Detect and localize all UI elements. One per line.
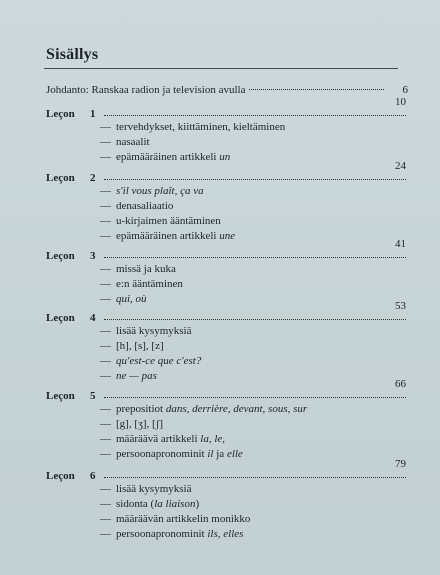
topic-text: elle (226, 448, 243, 460)
lecon-label: Leçon (46, 250, 75, 262)
leader-dots (104, 319, 406, 320)
lecon-heading (46, 104, 406, 120)
leader-dots (104, 257, 406, 258)
topic-text: persoonapronominit (116, 448, 208, 460)
bullet-dash: — (100, 230, 111, 242)
topic-list (46, 324, 406, 384)
topic-item (46, 512, 406, 527)
lecon-label: Leçon (46, 108, 75, 120)
lecon-number: 1 (90, 108, 96, 120)
bullet-dash: — (100, 340, 111, 352)
lecon-heading (46, 466, 406, 482)
lecon-number: 5 (90, 390, 96, 402)
topic-text: epämääräinen artikkeli (116, 151, 220, 163)
lecon-label: Leçon (46, 172, 75, 184)
topic-item (46, 150, 406, 165)
topic-item (46, 354, 406, 369)
topic-text: [g], [ʒ], [ʃ] (116, 418, 164, 430)
topic-item (46, 497, 406, 512)
topic-text: un (219, 151, 231, 163)
lecon-label: Leçon (46, 390, 75, 402)
title-rule (44, 68, 398, 69)
topic-text: une (219, 230, 236, 242)
topic-list (46, 120, 406, 165)
bullet-dash: — (100, 370, 111, 382)
topic-text: sidonta ( (116, 498, 155, 510)
bullet-dash: — (100, 528, 111, 540)
lecon-page-number: 10 (395, 96, 406, 108)
lecon-section-1 (46, 96, 406, 165)
topic-item (46, 135, 406, 150)
topic-item (46, 369, 406, 384)
topic-text: u-kirjaimen ääntäminen (116, 215, 221, 227)
topic-text: ja (213, 448, 227, 460)
lecon-page-number: 53 (395, 300, 406, 312)
topic-text: lisää kysymyksiä (116, 325, 192, 337)
topic-list (46, 482, 406, 542)
lecon-section-3 (46, 238, 406, 307)
bullet-dash: — (100, 448, 111, 460)
topic-text: [h], [s], [z] (116, 340, 164, 352)
bullet-dash: — (100, 513, 111, 525)
bullet-dash: — (100, 418, 111, 430)
lecon-section-2 (46, 160, 406, 244)
lecon-page-number: 24 (395, 160, 406, 172)
topic-text: tervehdykset, kiittäminen, kieltäminen (116, 121, 286, 133)
bullet-dash: — (100, 325, 111, 337)
topic-text: il (207, 448, 214, 460)
leader-dots (104, 477, 406, 478)
topic-text: dans, derrière, devant, sous, sur (165, 403, 308, 415)
topic-text: persoonapronominit (116, 528, 208, 540)
page-title: Sisällys (46, 46, 99, 63)
topic-text: ne — pas (116, 370, 157, 382)
intro-text: Johdanto: Ranskaa radion ja television avulla (46, 84, 246, 96)
bullet-dash: — (100, 498, 111, 510)
topic-text: nasaalit (116, 136, 150, 148)
intro-entry (46, 84, 408, 100)
leader-dots (104, 179, 406, 180)
topic-item (46, 402, 406, 417)
bullet-dash: — (100, 483, 111, 495)
topic-item (46, 292, 406, 307)
topic-item (46, 120, 406, 135)
topic-text: määräävän artikkelin monikko (116, 513, 251, 525)
topic-text: la liaison (154, 498, 196, 510)
topic-item (46, 262, 406, 277)
leader-dots (104, 115, 406, 116)
topic-text: määräävä artikkeli (116, 433, 201, 445)
bullet-dash: — (100, 215, 111, 227)
topic-item (46, 199, 406, 214)
topic-item (46, 339, 406, 354)
bullet-dash: — (100, 293, 111, 305)
topic-item (46, 229, 406, 244)
lecon-heading (46, 168, 406, 184)
lecon-number: 3 (90, 250, 96, 262)
topic-text: qui, où (116, 293, 147, 305)
lecon-section-4 (46, 300, 406, 384)
lecon-heading (46, 246, 406, 262)
lecon-heading (46, 386, 406, 402)
topic-text: e:n ääntäminen (116, 278, 183, 290)
lecon-section-5 (46, 378, 406, 462)
topic-text: qu'est-ce que c'est? (116, 355, 202, 367)
bullet-dash: — (100, 200, 111, 212)
topic-text: epämääräinen artikkeli (116, 230, 220, 242)
lecon-page-number: 66 (395, 378, 406, 390)
bullet-dash: — (100, 151, 111, 163)
topic-item (46, 324, 406, 339)
topic-list (46, 402, 406, 462)
bullet-dash: — (100, 121, 111, 133)
bullet-dash: — (100, 355, 111, 367)
topic-text: ) (195, 498, 200, 510)
lecon-number: 6 (90, 470, 96, 482)
lecon-heading (46, 308, 406, 324)
lecon-number: 4 (90, 312, 96, 324)
intro-page-number: 6 (402, 84, 408, 96)
lecon-label: Leçon (46, 312, 75, 324)
bullet-dash: — (100, 403, 111, 415)
topic-text: lisää kysymyksiä (116, 483, 192, 495)
leader-dots (104, 397, 406, 398)
topic-item (46, 432, 406, 447)
bullet-dash: — (100, 185, 111, 197)
topic-text: missä ja kuka (116, 263, 176, 275)
bullet-dash: — (100, 433, 111, 445)
lecon-page-number: 79 (395, 458, 406, 470)
topic-item (46, 214, 406, 229)
intro-leader-dots (249, 89, 384, 90)
topic-item (46, 447, 406, 462)
topic-item (46, 417, 406, 432)
lecon-label: Leçon (46, 470, 75, 482)
topic-item (46, 482, 406, 497)
bullet-dash: — (100, 278, 111, 290)
topic-text: la, le, (200, 433, 226, 445)
lecon-page-number: 41 (395, 238, 406, 250)
topic-text: s'il vous plaît, ça va (116, 185, 204, 197)
topic-item (46, 184, 406, 199)
topic-list (46, 262, 406, 307)
lecon-section-6 (46, 458, 406, 542)
topic-text: denasaliaatio (116, 200, 174, 212)
lecon-number: 2 (90, 172, 96, 184)
bullet-dash: — (100, 136, 111, 148)
topic-item (46, 527, 406, 542)
topic-item (46, 277, 406, 292)
topic-text: ils, elles (207, 528, 244, 540)
topic-list (46, 184, 406, 244)
bullet-dash: — (100, 263, 111, 275)
topic-text: prepositiot (116, 403, 166, 415)
